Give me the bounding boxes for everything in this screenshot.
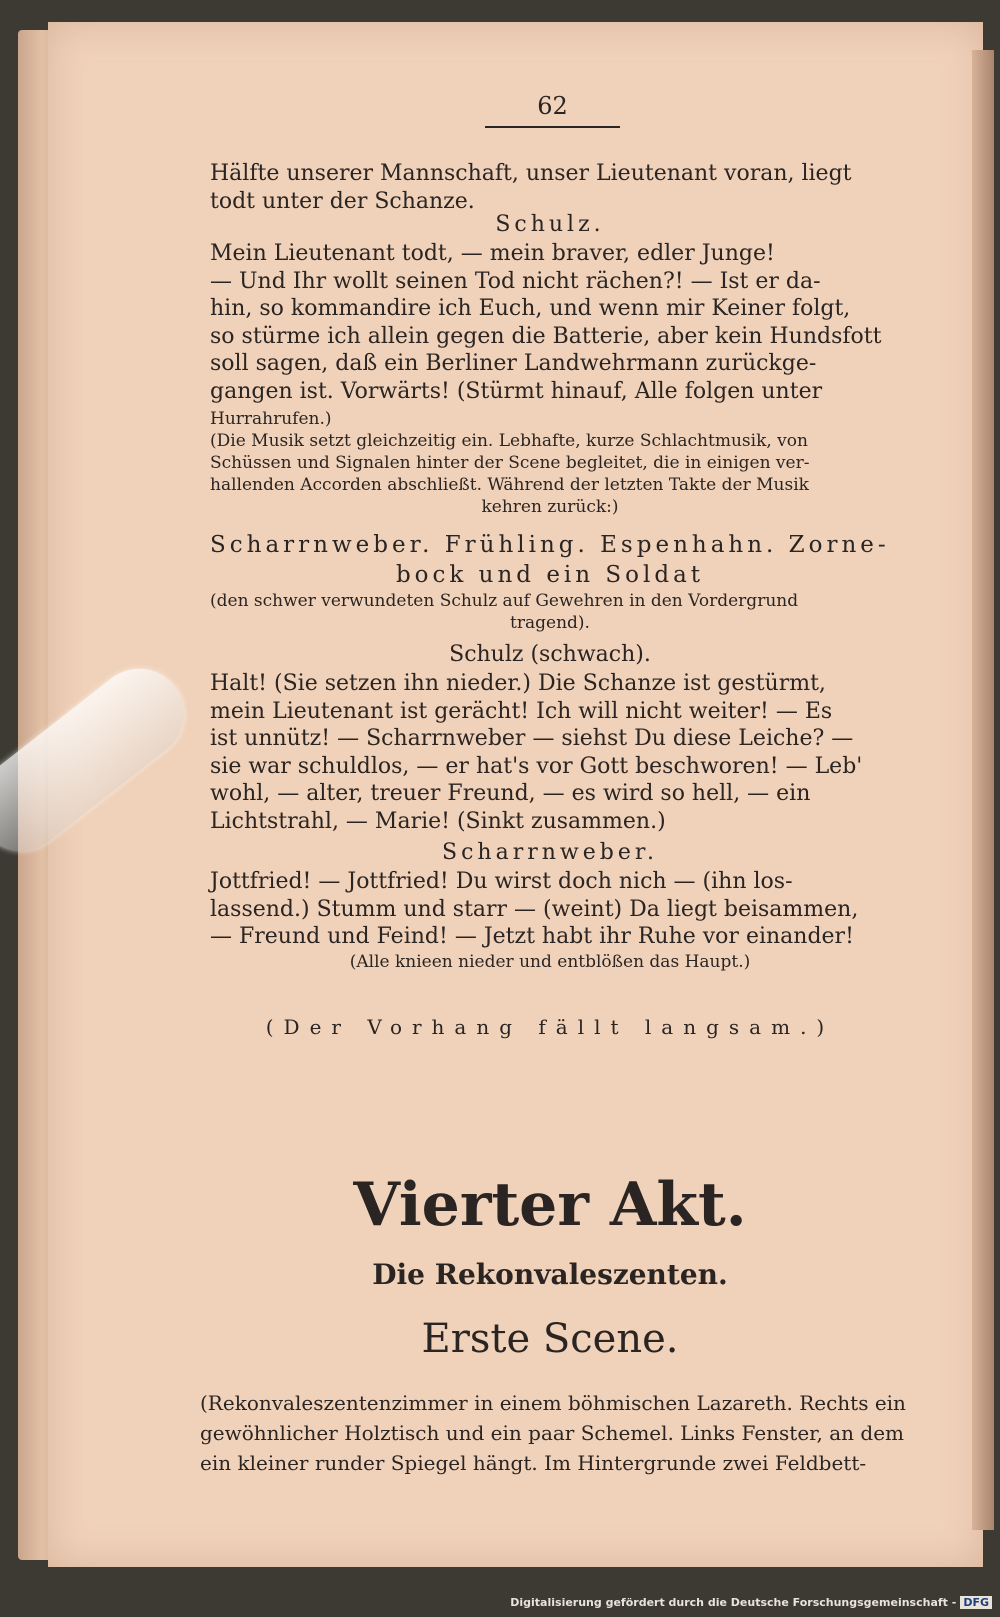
text-line: todt unter der Schanze. — [210, 188, 475, 214]
text-block-2 — [210, 240, 890, 406]
text-line: (Die Musik setzt gleichzeitig ein. Lebhafte, kurze Schlachtmusik, von — [210, 431, 808, 451]
text-line: lassend.) Stumm und starr — (weint) Da liegt beisammen, — [210, 896, 859, 922]
text-line: Halt! (Sie setzen ihn nieder.) Die Schanze ist gestürmt, — [210, 671, 826, 696]
text-block-3 — [210, 670, 890, 836]
text-line: bock und ein Soldat — [395, 562, 705, 588]
page-edge-right — [972, 50, 994, 1530]
text-line: sie war schuldlos, — er hat's vor Gott beschworen! — Leb' — [210, 753, 863, 779]
act-subtitle: Die Rekonvaleszenten. — [372, 1258, 728, 1291]
character-note — [210, 590, 890, 634]
text-line: (den schwer verwundeten Schulz auf Gewehren in den Vordergrund — [210, 591, 799, 611]
text-line: Mein Lieutenant todt, — mein braver, edler Junge! — [210, 241, 775, 266]
dfg-logo: DFG — [960, 1596, 992, 1609]
footer-text: Digitalisierung gefördert durch die Deutsche Forschungsgemeinschaft - — [510, 1596, 957, 1609]
text-line: mein Lieutenant ist gerächt! Ich will nicht weiter! — Es — [210, 698, 833, 724]
text-line: so stürme ich allein gegen die Batterie, aber kein Hundsfott — [210, 323, 882, 349]
text-line: — Und Ihr wollt seinen Tod nicht rächen?! — Ist er da- — [210, 268, 821, 294]
speaker-scharrnweber: Scharrnweber. — [442, 840, 658, 865]
text-line: (Rekonvaleszentenzimmer in einem böhmischen Lazareth. Rechts ein — [200, 1391, 906, 1415]
text-line: hin, so kommandire ich Euch, und wenn mir Keiner folgt, — [210, 296, 851, 322]
speaker-schulz-weak: Schulz (schwach). — [449, 642, 651, 667]
text-line: ein kleiner runder Spiegel hängt. Im Hintergrunde zwei Feldbett- — [200, 1451, 867, 1475]
text-line: ist unnütz! — Scharrnweber — siehst Du diese Leiche? — — [210, 726, 854, 752]
text-block-1 — [210, 160, 890, 215]
text-line: — Freund und Feind! — Jetzt habt ihr Ruhe vor einander! — [210, 924, 854, 950]
text-line: (Alle knieen nieder und entblößen das Haupt.) — [349, 951, 751, 972]
text-block-5 — [200, 1388, 906, 1478]
curtain-direction: (Der Vorhang fällt langsam.) — [265, 1015, 835, 1039]
text-line: Lichtstrahl, — Marie! (Sinkt zusammen.) — [210, 808, 666, 834]
text-line: Hälfte unserer Mannschaft, unser Lieutenant voran, liegt — [210, 161, 852, 186]
text-line: kehren zurück:) — [481, 497, 619, 517]
text-line: hallenden Accorden abschließt. Während der letzten Takte der Musik — [210, 475, 809, 495]
stage-direction-music — [210, 408, 890, 518]
text-line: tragend). — [510, 613, 590, 633]
text-line: soll sagen, daß ein Berliner Landwehrmann zurückge- — [210, 351, 817, 377]
speaker-schulz: Schulz. — [495, 212, 605, 237]
page-number: 62 — [485, 92, 620, 128]
text-line: Schüssen und Signalen hinter der Scene begleitet, die in einigen ver- — [210, 453, 810, 473]
text-block-4 — [210, 868, 890, 973]
text-line: Scharrnweber. Frühling. Espenhahn. Zorne- — [210, 532, 890, 558]
character-list — [210, 530, 890, 590]
act-title: Vierter Akt. — [353, 1170, 747, 1240]
text-line: Hurrahrufen.) — [210, 409, 332, 429]
scene-title: Erste Scene. — [421, 1316, 679, 1362]
text-line: gewöhnlicher Holztisch und ein paar Schemel. Links Fenster, an dem — [200, 1421, 905, 1445]
text-line: Jottfried! — Jottfried! Du wirst doch nich — (ihn los- — [210, 869, 793, 894]
footer-credit — [510, 1596, 992, 1609]
text-line: gangen ist. Vorwärts! (Stürmt hinauf, Alle folgen unter — [210, 378, 823, 404]
text-line: wohl, — alter, treuer Freund, — es wird so hell, — ein — [210, 781, 811, 807]
